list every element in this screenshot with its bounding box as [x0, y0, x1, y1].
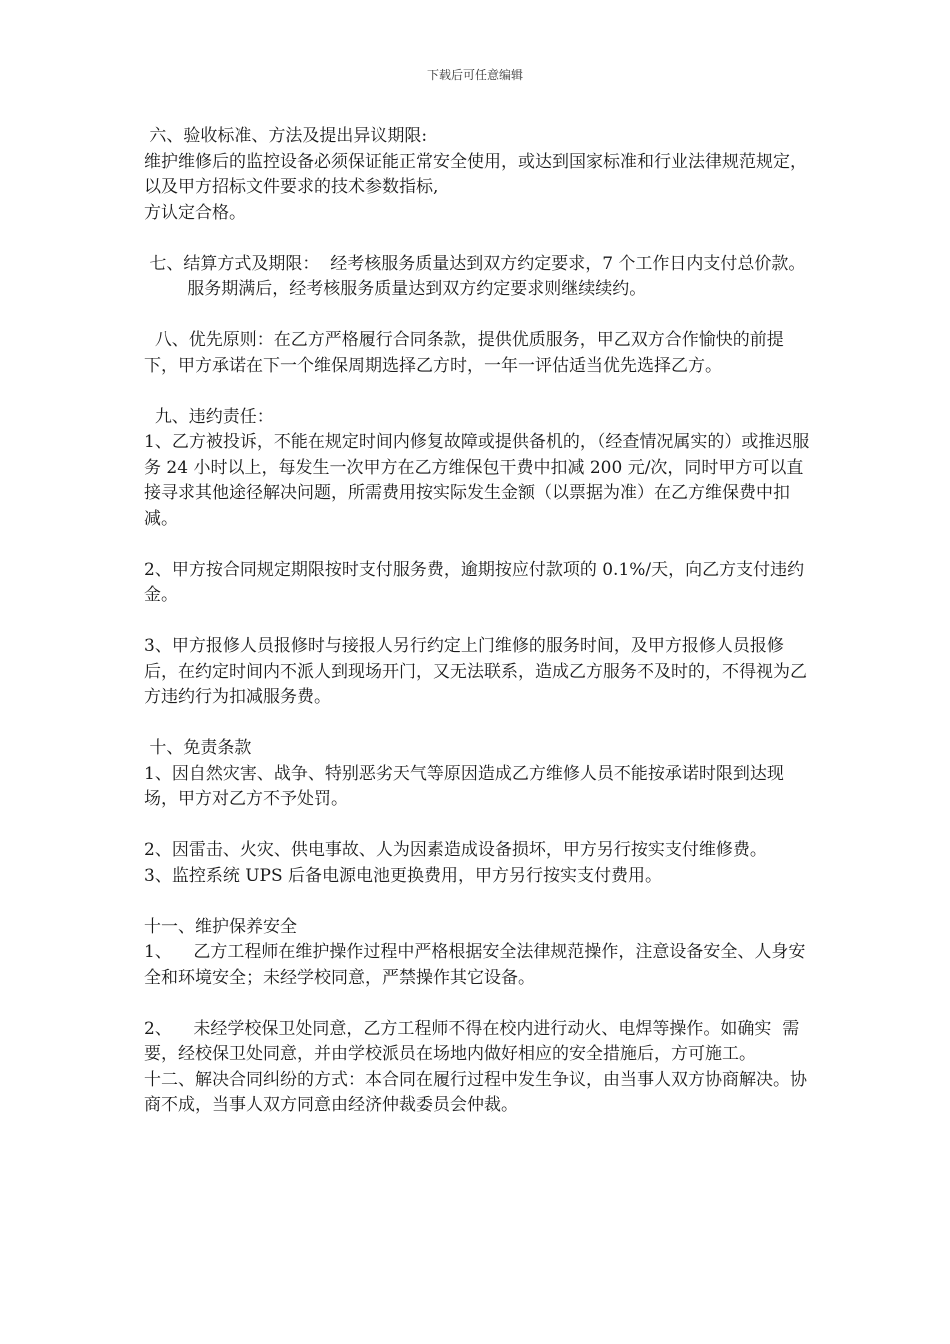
section-10-title: 十、免责条款: [144, 738, 252, 758]
section-9-item-3: 3、甲方报修人员报修时与接报人另行约定上门维修的服务时间，及甲方报修人员报修后，在约定时间内不派人到现场开门，又无法联系，造成乙方服务不及时的，不得视为乙方违约行为扣减服务费。: [144, 636, 807, 707]
section-7-title: 七、结算方式及期限： 经考核服务质量达到双方约定要求，7 个工作日内支付总价款。: [144, 253, 806, 274]
paragraph-gap: [144, 711, 816, 737]
paragraph-gap: [144, 889, 816, 915]
section-7-text: 服务期满后，经考核服务质量达到双方约定要求则继续续约。: [144, 279, 647, 299]
paragraph-gap: [144, 532, 816, 558]
section-6-text: 维护维修后的监控设备必须保证能正常安全使用，或达到国家标准和行业法律规范规定，以及甲方招标文件要求的技术参数指标,: [144, 151, 807, 197]
section-9-title: 九、违约责任：: [144, 406, 274, 427]
section-11-item-1: 1、 乙方工程师在维护操作过程中严格根据安全法律规范操作，注意设备安全、人身安 全和环境安全；未经学校同意，严禁操作其它设备。: [144, 942, 817, 988]
document-body: [144, 124, 816, 1119]
paragraph-gap: [144, 991, 816, 1017]
section-10-item-1: 1、因自然灾害、战争、特别恶劣天气等原因造成乙方维修人员不能按承诺时限到达现场，甲方对乙方不予处罚。: [144, 763, 784, 809]
section-9-item-2: 2、甲方按合同规定期限按时支付服务费，逾期按应付款项的 0.1%/天，向乙方支付违约金。: [144, 559, 805, 605]
paragraph-gap: [144, 379, 816, 405]
paragraph-gap: [144, 813, 816, 839]
paragraph-gap: [144, 609, 816, 635]
section-9-item-1: 1、乙方被投诉，不能在规定时间内修复故障或提供备机的，（经查情况属实的）或推迟服务 24 小时以上，每发生一次甲方在乙方维保包干费中扣减 200 元/次，同时甲方可以直接寻求其他途径解决问题，所需费用按实际发生金额（以票据为准）在乙方维保费中扣减。: [144, 432, 810, 529]
section-10-item-2: 2、因雷击、火灾、供电事故、人为因素造成设备损坏，甲方另行按实支付维修费。: [144, 840, 767, 860]
section-11-title: 十一、维护保养安全: [144, 916, 297, 937]
section-6-title: 六、验收标准、方法及提出异议期限:: [144, 126, 428, 146]
section-12-text: 十二、解决合同纠纷的方式：本合同在履行过程中发生争议，由当事人双方协商解决。协商不成，当事人双方同意由经济仲裁委员会仲裁。: [144, 1069, 807, 1115]
paragraph-gap: [144, 226, 816, 252]
section-8-text: 八、优先原则：在乙方严格履行合同条款，提供优质服务，甲乙双方合作愉快的前提下，甲方承诺在下一个维保周期选择乙方时，一年一评估适当优先选择乙方。: [144, 330, 784, 376]
paragraph-gap: [144, 303, 816, 329]
section-10-item-3: 3、监控系统 UPS 后备电源电池更换费用，甲方另行按实支付费用。: [144, 865, 663, 886]
section-6-text-end: 方认定合格。: [144, 202, 246, 223]
header-note: 下载后可任意编辑: [426, 68, 523, 82]
section-11-item-2: 2、 未经学校保卫处同意，乙方工程师不得在校内进行动火、电焊等操作。如确实 需要，经校保卫处同意，并由学校派员在场地内做好相应的安全措施后，方可施工。: [144, 1018, 800, 1064]
